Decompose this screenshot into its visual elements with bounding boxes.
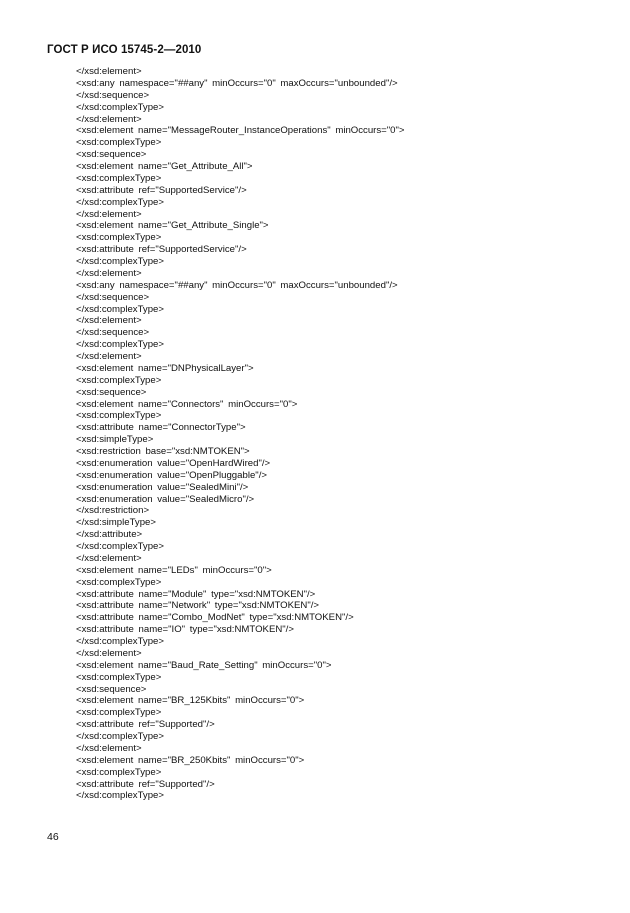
code-line: </xsd:element> [76,113,142,125]
code-line: <xsd:element name="Connectors" minOccurs="0"> [76,398,298,410]
code-line: <xsd:attribute ref="SupportedService"/> [76,184,247,196]
code-line: </xsd:complexType> [76,790,164,802]
code-line: <xsd:complexType> [76,707,162,719]
code-line: <xsd:enumeration value="SealedMini"/> [76,481,249,493]
code-line: </xsd:element> [76,66,142,77]
code-line: <xsd:element name="BR_250Kbits" minOccurs="0"> [76,754,305,766]
code-line: </xsd:sequence> [76,327,150,339]
code-line: <xsd:attribute name="Network" type="xsd:NMTOKEN"/> [76,600,319,612]
code-line: <xsd:sequence> [76,149,147,161]
code-line: <xsd:complexType> [76,410,162,422]
code-line: </xsd:complexType> [76,303,164,315]
code-line: <xsd:enumeration value="SealedMicro"/> [76,493,255,505]
code-line: </xsd:complexType> [76,339,164,351]
code-line: <xsd:attribute name="Combo_ModNet" type="xsd:NMTOKEN"/> [76,612,354,624]
code-line: <xsd:attribute name="ConnectorType"> [76,422,246,434]
code-line: </xsd:element> [76,267,142,279]
code-line: <xsd:element name="Baud_Rate_Setting" minOccurs="0"> [76,659,332,671]
code-line: <xsd:complexType> [76,137,162,149]
code-line: <xsd:attribute name="Module" type="xsd:NMTOKEN"/> [76,588,316,600]
code-line: <xsd:complexType> [76,374,162,386]
code-line: <xsd:element name="MessageRouter_InstanceOperations" minOccurs="0"> [76,125,405,137]
code-line: <xsd:simpleType> [76,434,154,446]
code-line: <xsd:element name="BR_125Kbits" minOccurs="0"> [76,695,305,707]
code-line: </xsd:element> [76,208,142,220]
code-line: </xsd:element> [76,552,142,564]
code-line: <xsd:element name="Get_Attribute_Single"> [76,220,269,232]
code-line: </xsd:sequence> [76,89,150,101]
code-line: <xsd:sequence> [76,683,147,695]
code-line: <xsd:complexType> [76,232,162,244]
code-line: <xsd:complexType> [76,766,162,778]
xsd-code-listing [76,66,596,802]
code-line: <xsd:element name="Get_Attribute_All"> [76,161,253,172]
code-line: <xsd:attribute ref="Supported"/> [76,719,215,731]
code-line: <xsd:element name="LEDs" minOccurs="0"> [76,564,272,576]
page-number: 46 [47,831,59,843]
code-line: <xsd:any namespace="##any" minOccurs="0" maxOccurs="unbounded"/> [76,77,398,89]
code-line: </xsd:complexType> [76,101,164,113]
code-line: </xsd:element> [76,315,142,327]
code-line: <xsd:complexType> [76,172,162,184]
code-line: </xsd:complexType> [76,256,164,267]
code-line: </xsd:sequence> [76,291,150,303]
code-line: </xsd:attribute> [76,529,143,541]
code-line: </xsd:restriction> [76,505,150,517]
code-line: <xsd:attribute ref="SupportedService"/> [76,244,247,256]
code-line: </xsd:complexType> [76,541,164,552]
code-line: <xsd:attribute name="IO" type="xsd:NMTOKEN"/> [76,624,294,636]
code-line: </xsd:element> [76,351,142,362]
code-line: </xsd:simpleType> [76,517,156,529]
code-line: <xsd:complexType> [76,671,162,683]
code-line: <xsd:restriction base="xsd:NMTOKEN"> [76,446,250,457]
code-line: </xsd:element> [76,647,142,659]
code-line: </xsd:complexType> [76,636,164,647]
code-line: <xsd:attribute ref="Supported"/> [76,778,215,790]
code-line: <xsd:complexType> [76,576,162,588]
code-line: <xsd:enumeration value="OpenHardWired"/> [76,457,271,469]
code-line: <xsd:enumeration value="OpenPluggable"/> [76,469,267,481]
code-line: <xsd:any namespace="##any" minOccurs="0" maxOccurs="unbounded"/> [76,279,398,291]
code-line: <xsd:element name="DNPhysicalLayer"> [76,362,254,374]
code-line: </xsd:element> [76,742,142,754]
page-header-title: ГОСТ Р ИСО 15745-2—2010 [47,44,202,56]
code-line: </xsd:complexType> [76,731,164,742]
code-line: </xsd:complexType> [76,196,164,208]
code-line: <xsd:sequence> [76,386,147,398]
